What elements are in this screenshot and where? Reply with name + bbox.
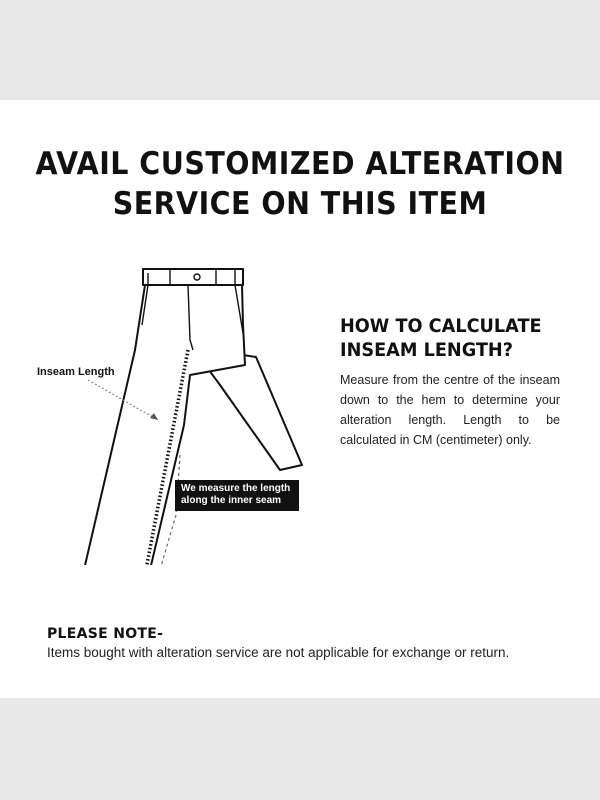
front-leg-outline xyxy=(70,285,245,565)
how-to-heading-line-1: HOW TO CALCULATE xyxy=(340,315,542,337)
trousers-diagram xyxy=(30,265,330,565)
please-note-text: Items bought with alteration service are not applicable for exchange or return. xyxy=(47,645,510,660)
how-to-heading xyxy=(340,314,563,362)
page-title-line-2: SERVICE ON THIS ITEM xyxy=(112,186,488,222)
page-title xyxy=(24,144,576,224)
inner-seam-note-line-1: We measure the length xyxy=(181,483,291,494)
how-to-heading-line-2: INSEAM LENGTH? xyxy=(340,339,513,361)
inseam-length-label: Inseam Length xyxy=(37,366,115,378)
waistband xyxy=(143,269,243,285)
how-to-instructions: Measure from the centre of the inseam down to the hem to determine your alteration length. Length to be calculated in CM (centimeter) only. xyxy=(340,373,560,447)
page-title-line-1: AVAIL CUSTOMIZED ALTERATION xyxy=(35,146,565,182)
inner-seam-note xyxy=(175,480,299,511)
please-note-heading: PLEASE NOTE- xyxy=(47,626,164,642)
inner-seam-note-line-2: along the inner seam xyxy=(181,495,282,506)
info-card xyxy=(0,100,600,698)
